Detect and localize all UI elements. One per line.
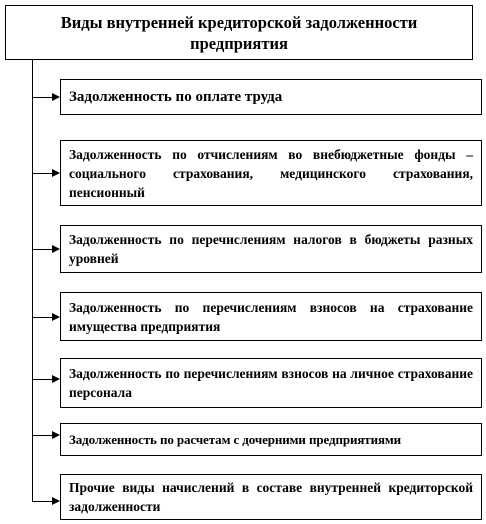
debt-type-box <box>60 358 482 408</box>
diagram-title-box <box>5 5 473 60</box>
debt-type-box <box>60 474 482 520</box>
debt-type-label: Задолженность по перечислениям взносов на личное страхование персонала <box>69 366 473 400</box>
debt-type-box <box>60 79 482 115</box>
debt-type-label: Задолженность по перечислениям взносов на страхование имущества предприятия <box>69 299 473 334</box>
debt-type-label: Задолженность по расчетам с дочерними предприятиями <box>69 432 402 447</box>
arrow-head <box>52 431 60 439</box>
arrow-head <box>52 375 60 383</box>
debt-type-label: Задолженность по перечислениям налогов в бюджеты разных уровней <box>69 232 473 266</box>
debt-type-box <box>60 140 482 206</box>
arrow-head <box>52 497 60 505</box>
diagram-title: Виды внутренней кредиторской задолженности предприятия <box>60 12 418 53</box>
connector-line <box>32 97 52 98</box>
debt-type-label: Прочие виды начислений в составе внутренней кредиторской задолженности <box>69 480 473 514</box>
connector-line <box>32 173 52 174</box>
connector-line <box>32 379 52 380</box>
connector-line <box>32 249 52 250</box>
connector-line <box>32 501 52 502</box>
debt-type-label: Задолженность по оплате труда <box>69 88 283 105</box>
debt-type-label: Задолженность по отчислениям во внебюджетные фонды – социального страхования, медицинского страхования, пенсионный <box>69 146 473 200</box>
debt-type-box <box>60 423 482 456</box>
arrow-head <box>52 93 60 101</box>
debt-type-box <box>60 292 482 341</box>
connector-line <box>32 317 52 318</box>
arrow-head <box>52 169 60 177</box>
arrow-head <box>52 313 60 321</box>
debt-type-box <box>60 225 482 273</box>
arrow-head <box>52 245 60 253</box>
connector-line <box>32 435 52 436</box>
